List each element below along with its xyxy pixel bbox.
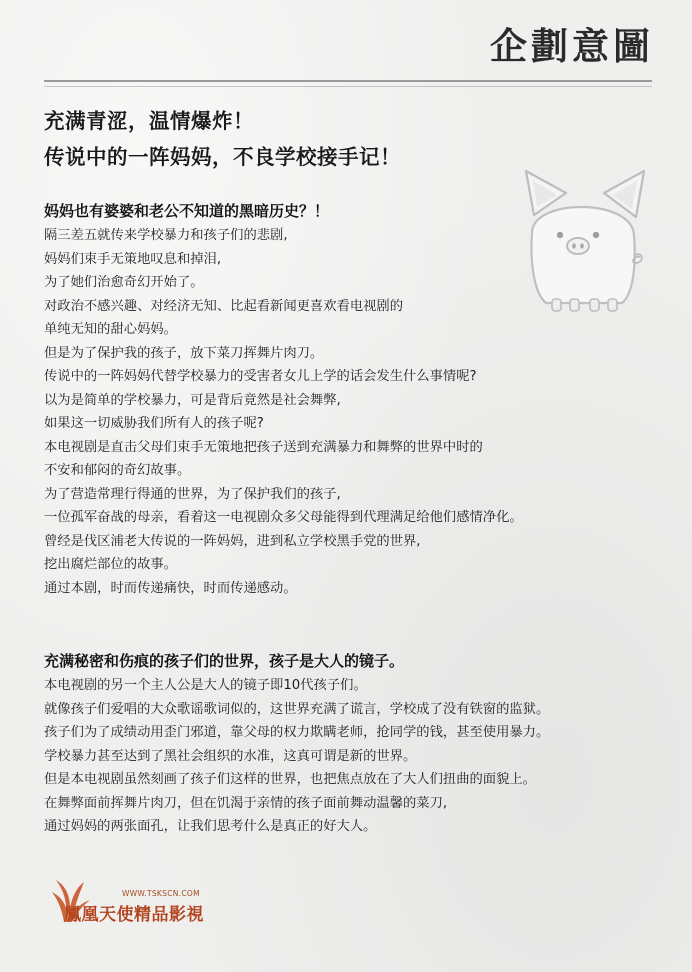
section-body	[44, 224, 664, 600]
section-title: 妈妈也有婆婆和老公不知道的黑暗历史？！	[44, 202, 330, 220]
body-line: 为了营造常理行得通的世界，为了保护我们的孩子,	[44, 486, 341, 502]
headline	[44, 103, 401, 175]
body-line: 一位孤军奋战的母亲，看着这一电视剧众多父母能得到代理满足给他们感情净化。	[44, 510, 523, 525]
body-line: 曾经是伐区浦老大传说的一阵妈妈，进到私立学校黑手党的世界,	[44, 533, 421, 549]
body-line: 妈妈们束手无策地叹息和掉泪,	[44, 251, 222, 267]
headline-line-1: 充满青涩，温情爆炸！	[44, 109, 254, 133]
body-line: 学校暴力甚至达到了黑社会组织的水准，这真可谓是新的世界。	[44, 748, 417, 764]
page-title: 企劃意圖	[490, 24, 654, 68]
body-line: 孩子们为了成绩动用歪门邪道，靠父母的权力欺瞒老师，抢同学的钱，甚至使用暴力。	[44, 725, 550, 740]
section-dark-history	[44, 200, 664, 600]
body-line: 为了她们治愈奇幻开始了。	[44, 275, 204, 290]
body-line: 挖出腐烂部位的故事。	[44, 557, 177, 572]
section-body	[44, 674, 664, 839]
logo-url: WWW.TSKSCN.COM	[122, 889, 200, 898]
body-line: 但是本电视剧虽然刻画了孩子们这样的世界，也把焦点放在了大人们扭曲的面貌上。	[44, 772, 536, 787]
body-line: 如果这一切威胁我们所有人的孩子呢?	[44, 416, 264, 431]
headline-line-2: 传说中的一阵妈妈，不良学校接手记！	[44, 145, 401, 169]
body-line: 在舞弊面前挥舞片肉刀，但在饥渴于亲情的孩子面前舞动温馨的菜刀,	[44, 795, 448, 811]
body-line: 以为是简单的学校暴力，可是背后竟然是社会舞弊,	[44, 392, 341, 408]
logo-name: 鳳凰天使精品影視	[64, 905, 204, 925]
body-line: 本电视剧的另一个主人公是大人的镜子即10代孩子们。	[44, 678, 367, 693]
body-line: 对政治不感兴趣、对经济无知、比起看新闻更喜欢看电视剧的	[44, 298, 404, 314]
header-divider-thin	[44, 86, 652, 87]
body-line: 隔三差五就传来学校暴力和孩子们的悲剧,	[44, 228, 288, 243]
body-line: 就像孩子们爱唱的大众歌谣歌词似的，这世界充满了谎言，学校成了没有铁窗的监狱。	[44, 701, 550, 717]
body-line: 单纯无知的甜心妈妈。	[44, 322, 177, 337]
header-divider	[44, 80, 652, 82]
body-line: 本电视剧是直击父母们束手无策地把孩子送到充满暴力和舞弊的世界中时的	[44, 439, 483, 455]
body-line: 传说中的一阵妈妈代替学校暴力的受害者女儿上学的话会发生什么事情呢?	[44, 369, 477, 384]
body-line: 通过妈妈的两张面孔，让我们思考什么是真正的好大人。	[44, 819, 377, 834]
body-line: 不安和郁闷的奇幻故事。	[44, 463, 191, 478]
section-children-world	[44, 650, 664, 839]
body-line: 通过本剧，时而传递痛快，时而传递感动。	[44, 580, 297, 596]
body-line: 但是为了保护我的孩子，放下菜刀挥舞片肉刀。	[44, 345, 324, 361]
section-title: 充满秘密和伤痕的孩子们的世界，孩子是大人的镜子。	[44, 652, 405, 670]
